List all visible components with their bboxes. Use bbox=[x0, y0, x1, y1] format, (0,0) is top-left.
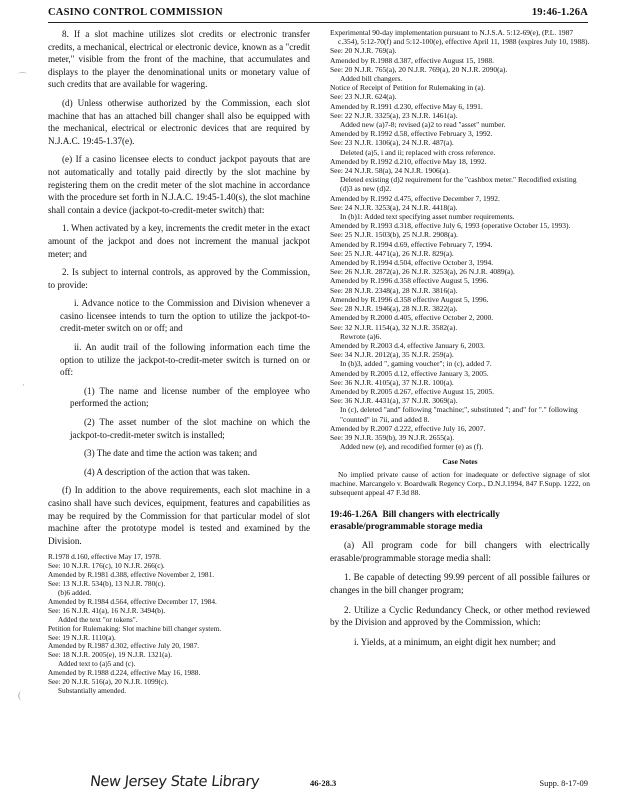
page-footer bbox=[48, 774, 588, 794]
history-line: See: 20 N.J.R. 765(a), 20 N.J.R. 769(a), 20 N.J.R. 2090(a). bbox=[330, 64, 508, 74]
section-body bbox=[330, 539, 590, 648]
history-line: Added new (e), and recodified former (e) as (f). bbox=[340, 442, 484, 452]
section-heading bbox=[330, 509, 590, 533]
history-line: Amended by R.1994 d.69, effective February 7, 1994. bbox=[330, 239, 493, 249]
history-line: Amended by R.1996 d.358 effective August 5, 1996. bbox=[330, 294, 489, 304]
history-line: See: 23 N.J.R. 624(a). bbox=[330, 92, 397, 102]
history-line: See: 22 N.J.R. 3325(a), 23 N.J.R. 1461(a). bbox=[330, 110, 458, 120]
history-line: In (b)1: Added text specifying asset number requirements. bbox=[340, 212, 515, 222]
paragraph-a4: (4) A description of the action that was taken. bbox=[84, 466, 250, 477]
page-number: 46-28.3 bbox=[310, 778, 337, 788]
history-line: Notice of Receipt of Petition for Rulemaking in (a). bbox=[330, 83, 486, 93]
history-line: Petition for Rulemaking: Slot machine bill changer system. bbox=[48, 623, 222, 633]
history-line: Amended by R.1994 d.504, effective October 3, 1994. bbox=[330, 258, 494, 268]
history-line: Amended by R.1988 d.224, effective May 16, 1988. bbox=[48, 668, 201, 678]
history-line: R.1978 d.160, effective May 17, 1978. bbox=[48, 552, 161, 562]
history-line: (b)6 added. bbox=[58, 588, 92, 597]
history-line: In (b)3, added ", gaming voucher"; in (c), added 7. bbox=[340, 359, 492, 369]
paragraph-c8: 8. If a slot machine utilizes slot credits or electronic transfer credits, a mechanical, electrical or electronic device, known as a "credit meter," visible from the front of the machine, that accumulates and displays to the player the denominational units or monetary value of such credits that are available for wagering. bbox=[48, 29, 310, 90]
section-title: Bill changers with electrically erasable/programmable storage media bbox=[330, 510, 500, 533]
paragraph-a1: (1) The name and license number of the employee who performed the action; bbox=[70, 385, 310, 409]
history-line: See: 16 N.J.R. 41(a), 16 N.J.R. 3494(b). bbox=[48, 605, 166, 615]
history-line: Added text to (a)5 and (c). bbox=[58, 659, 136, 669]
history-line: Deleted (a)5, i and ii; replaced with cross reference. bbox=[340, 147, 496, 157]
history-line: Substantially amended. bbox=[58, 685, 127, 695]
history-line: Added bill changers. bbox=[340, 74, 403, 84]
history-line: Amended by R.1993 d.318, effective July 6, 1993 (operative October 15, 1993). bbox=[330, 221, 571, 231]
section-paragraph-2: 2. Utilize a Cyclic Redundancy Check, or other method reviewed by the Division and approved by the Commission, which: bbox=[330, 604, 590, 628]
history-line: Amended by R.2000 d.405, effective October 2, 2000. bbox=[330, 313, 494, 323]
header-section: 19:46-1.26A bbox=[531, 7, 588, 18]
history-line: Rewrote (a)6. bbox=[340, 331, 382, 341]
history-line: See: 32 N.J.R. 1154(a), 32 N.J.R. 3582(a). bbox=[330, 322, 458, 332]
case-notes-heading: Case Notes bbox=[442, 457, 478, 467]
history-line: See: 13 N.J.R. 534(b), 13 N.J.R. 780(c). bbox=[48, 579, 166, 589]
paragraph-d: (d) Unless otherwise authorized by the Commission, each slot machine that has an attached bill changer shall also be equipped with the mechanical, electrical or electronic devices that are required by N.J.A.C. 19:45-1.37(e). bbox=[48, 97, 310, 146]
history-line: See: 34 N.J.R. 2012(a), 35 N.J.R. 259(a). bbox=[330, 350, 454, 360]
history-line: Added new (a)7-8; revised (a)2 to read "asset" number. bbox=[340, 120, 506, 130]
scan-artifact: · bbox=[22, 380, 25, 390]
paragraph-e1: 1. When activated by a key, increments the credit meter in the exact amount of the jackpot and does not increment the manual jackpot meter; and bbox=[48, 223, 310, 259]
history-line: See: 36 N.J.R. 4431(a), 37 N.J.R. 3069(a). bbox=[330, 396, 458, 406]
history-line: See: 39 N.J.R. 359(b), 39 N.J.R. 2655(a). bbox=[330, 432, 455, 442]
paragraph-e2ii: ii. An audit trail of the following information each time the option to utilize the jackpot-to-credit-meter switch is turned on or off: bbox=[60, 342, 310, 378]
history-line: Amended by R.1992 d.210, effective May 18, 1992. bbox=[330, 156, 487, 166]
history-line: Amended by R.1981 d.388, effective November 2, 1981. bbox=[48, 570, 215, 580]
history-line: Amended by R.1991 d.230, effective May 6, 1991. bbox=[330, 101, 483, 111]
history-line: See: 20 N.J.R. 769(a). bbox=[330, 46, 397, 56]
section-paragraph-2i: i. Yields, at a minimum, an eight digit hex number; and bbox=[354, 636, 556, 647]
history-line: See: 18 N.J.R. 2005(e), 19 N.J.R. 1321(a). bbox=[48, 650, 173, 660]
history-line: See: 20 N.J.R. 516(a), 20 N.J.R. 1099(c). bbox=[48, 677, 169, 687]
right-column bbox=[330, 28, 590, 655]
history-line: Added the text "or tokens". bbox=[58, 614, 138, 624]
history-line: See: 28 N.J.R. 2348(a), 28 N.J.R. 3816(a). bbox=[330, 285, 458, 295]
history-line: Amended by R.1992 d.58, effective February 3, 1992. bbox=[330, 129, 493, 139]
history-line: Amended by R.1984 d.564, effective December 17, 1984. bbox=[48, 596, 217, 606]
section-paragraph-1: 1. Be capable of detecting 99.99 percent of all possible failures or changes in the bill changer program; bbox=[330, 572, 590, 595]
history-line: Amended by R.2005 d.12, effective January 3, 2005. bbox=[330, 368, 489, 378]
history-line: See: 36 N.J.R. 4105(a), 37 N.J.R. 100(a). bbox=[330, 377, 454, 387]
section-number: 19:46-1.26A bbox=[330, 510, 378, 521]
history-line: See: 19 N.J.R. 1110(a). bbox=[48, 632, 116, 642]
paragraph-e: (e) If a casino licensee elects to conduct jackpot payouts that are not automatically and totally paid directly by the slot machine by registering them on the credit meter of the slot machine in accordance with the procedure set forth in N.J.A.C. 19:45-1.40(s), the slot machine shall contain a device (jackpot-to-credit-meter switch) that: bbox=[48, 154, 310, 215]
scan-artifact: ⌒ bbox=[18, 72, 28, 82]
case-notes-text: No implied private cause of action for inadequate or defective signage of slot machine. Marcangelo v. Boardwalk Regency Corp., D.N.J.1994, 847 F.Supp. 1222, on subsequent appeal 47 F.3d 88. bbox=[330, 469, 590, 497]
history-line: Deleted existing (d)2 requirement for the "cashbox meter." Recodified existing (d)3 as new (d)2. bbox=[340, 175, 577, 194]
history-line: In (c), deleted "and" following "machine;", substituted "; and" for "." following "counted" in 7ii, and added 8. bbox=[340, 405, 578, 424]
library-stamp: New Jersey State Library bbox=[89, 774, 260, 790]
header-title: CASINO CONTROL COMMISSION bbox=[48, 7, 223, 18]
history-line: See: 25 N.J.R. 1503(b), 25 N.J.R. 2908(a). bbox=[330, 230, 458, 240]
history-line: Amended by R.1987 d.302, effective July 20, 1987. bbox=[48, 641, 200, 651]
history-line: Amended by R.1988 d.387, effective August 15, 1988. bbox=[330, 55, 495, 65]
history-line: Amended by R.1992 d.475, effective December 7, 1992. bbox=[330, 193, 500, 203]
paragraph-f: (f) In addition to the above requirements, each slot machine in a casino shall have such devices, equipment, features and capabilities as may be required by the Commission for that particular model of slot machine after the prototype model is tested and examined by the Division. bbox=[48, 485, 310, 546]
history-line: See: 24 N.J.R. 3253(a), 24 N.J.R. 4418(a). bbox=[330, 202, 458, 212]
history-line: See: 10 N.J.R. 176(c), 10 N.J.R. 266(c). bbox=[48, 561, 165, 571]
section-paragraph-a: (a) All program code for bill changers with electrically erasable/programmable storage media shall: bbox=[330, 540, 590, 563]
history-line: Amended by R.2007 d.222, effective July 16, 2007. bbox=[330, 423, 486, 433]
history-notes-right bbox=[330, 28, 590, 451]
history-line: See: 26 N.J.R. 2872(a), 26 N.J.R. 3253(a), 26 N.J.R. 4089(a). bbox=[330, 267, 515, 277]
history-notes-left bbox=[48, 553, 310, 696]
paragraph-e2i: i. Advance notice to the Commission and Division whenever a casino licensee intends to turn the option to utilize the jackpot-to-credit-meter switch on or off; and bbox=[60, 298, 310, 334]
history-line: See: 24 N.J.R. 58(a), 24 N.J.R. 1906(a). bbox=[330, 166, 450, 176]
paragraph-e2: 2. Is subject to internal controls, as approved by the Commission, to provide: bbox=[48, 267, 310, 290]
paragraph-a3: (3) The date and time the action was taken; and bbox=[84, 448, 257, 459]
history-line: Amended by R.2003 d.4, effective January 6, 2003. bbox=[330, 340, 485, 350]
history-line: Experimental 90-day implementation pursuant to N.J.S.A. 5:12-69(e), (P.L. 1987 c.354), 5:12-70(f) and 5:12-100(e), effective April 11, 1988 (expires July 10, 1988). bbox=[330, 28, 590, 47]
history-line: Amended by R.2005 d.267, effective August 15, 2005. bbox=[330, 386, 495, 396]
paragraph-a2: (2) The asset number of the slot machine on which the jackpot-to-credit-meter switch is installed; bbox=[70, 417, 310, 440]
history-line: Amended by R.1996 d.358 effective August 5, 1996. bbox=[330, 276, 489, 286]
history-line: See: 25 N.J.R. 4471(a), 26 N.J.R. 829(a). bbox=[330, 248, 454, 258]
running-header bbox=[48, 7, 588, 23]
scan-artifact: ( bbox=[18, 690, 21, 700]
history-line: See: 28 N.J.R. 1946(a), 28 N.J.R. 3822(a). bbox=[330, 304, 458, 314]
supplement-date: Supp. 8-17-09 bbox=[539, 778, 588, 788]
left-column bbox=[48, 28, 310, 696]
history-line: See: 23 N.J.R. 1306(a), 24 N.J.R. 487(a). bbox=[330, 138, 454, 148]
